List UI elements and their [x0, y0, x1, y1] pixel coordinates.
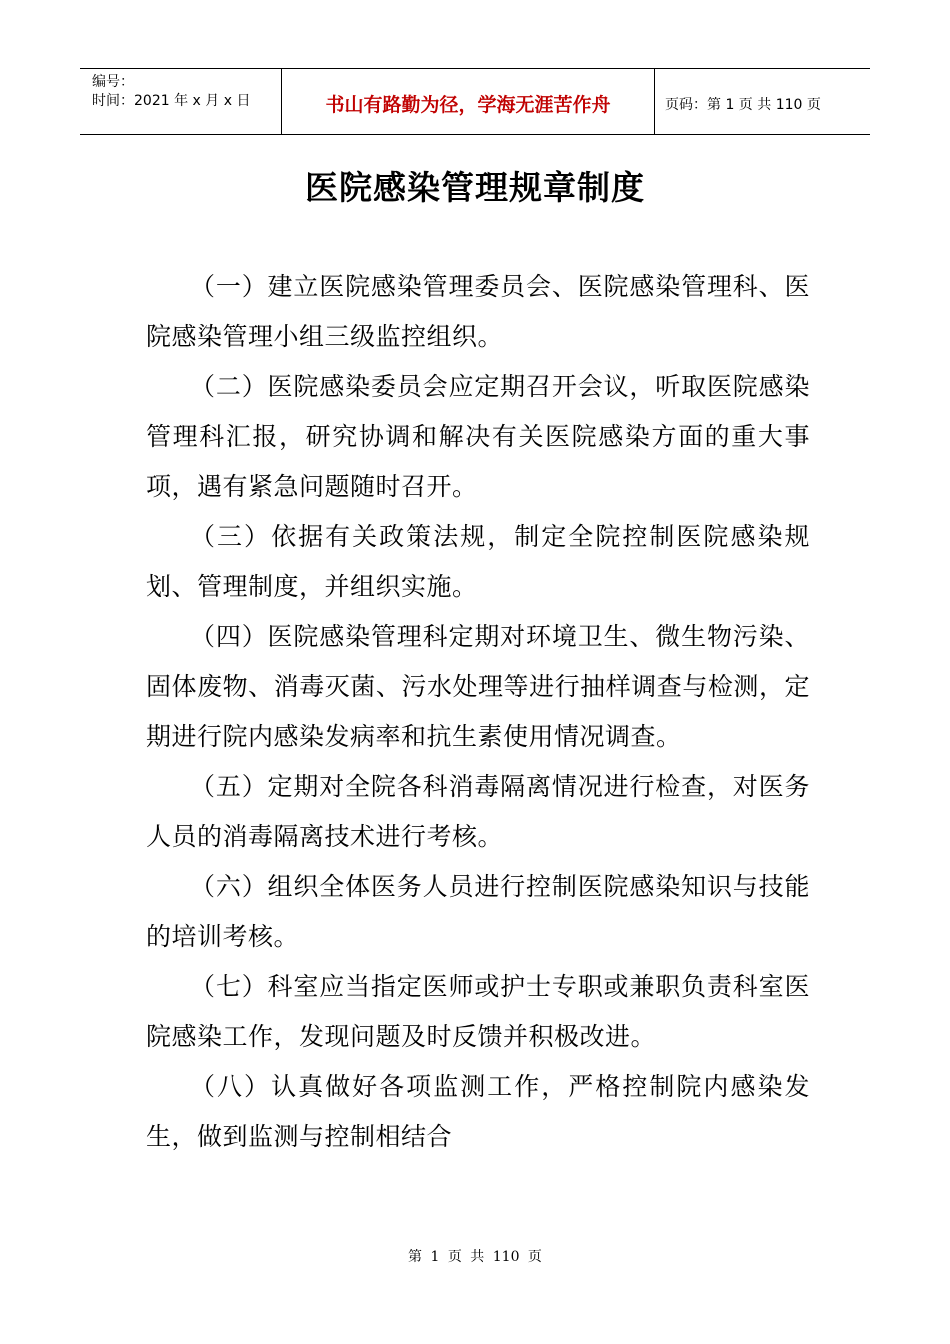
- document-number-label: 编号：: [92, 74, 134, 90]
- page-footer: 第 1 页 共 110 页: [408, 1249, 542, 1265]
- paragraph: （二）医院感染委员会应定期召开会议，听取医院感染管理科汇报，研究协调和解决有关医院感染方面的重大事项，遇有紧急问题随时召开。: [146, 372, 810, 501]
- paragraph: （六）组织全体医务人员进行控制医院感染知识与技能的培训考核。: [146, 872, 810, 951]
- header-meta: [80, 69, 282, 134]
- paragraph: （四）医院感染管理科定期对环境卫生、微生物污染、固体废物、消毒灭菌、污水处理等进行抽样调查与检测，定期进行院内感染发病率和抗生素使用情况调查。: [146, 622, 810, 751]
- paragraph: （一）建立医院感染管理委员会、医院感染管理科、医院感染管理小组三级监控组织。: [146, 272, 810, 351]
- document-title: 医院感染管理规章制度: [305, 168, 645, 207]
- header-motto: 书山有路勤为径，学海无涯苦作舟: [282, 69, 655, 134]
- page-header: [80, 68, 870, 135]
- paragraph: （三）依据有关政策法规，制定全院控制医院感染规划、管理制度，并组织实施。: [146, 522, 810, 601]
- header-page-info: 页码：第 1 页 共 110 页: [665, 96, 821, 113]
- document-date: 时间：2021 年 x 月 x 日: [92, 93, 251, 109]
- document-body: [146, 262, 810, 1162]
- paragraph: （七）科室应当指定医师或护士专职或兼职负责科室医院感染工作，发现问题及时反馈并积极改进。: [146, 972, 810, 1051]
- paragraph: （五）定期对全院各科消毒隔离情况进行检查，对医务人员的消毒隔离技术进行考核。: [146, 772, 810, 851]
- paragraph: （八）认真做好各项监测工作，严格控制院内感染发生，做到监测与控制相结合: [146, 1072, 810, 1151]
